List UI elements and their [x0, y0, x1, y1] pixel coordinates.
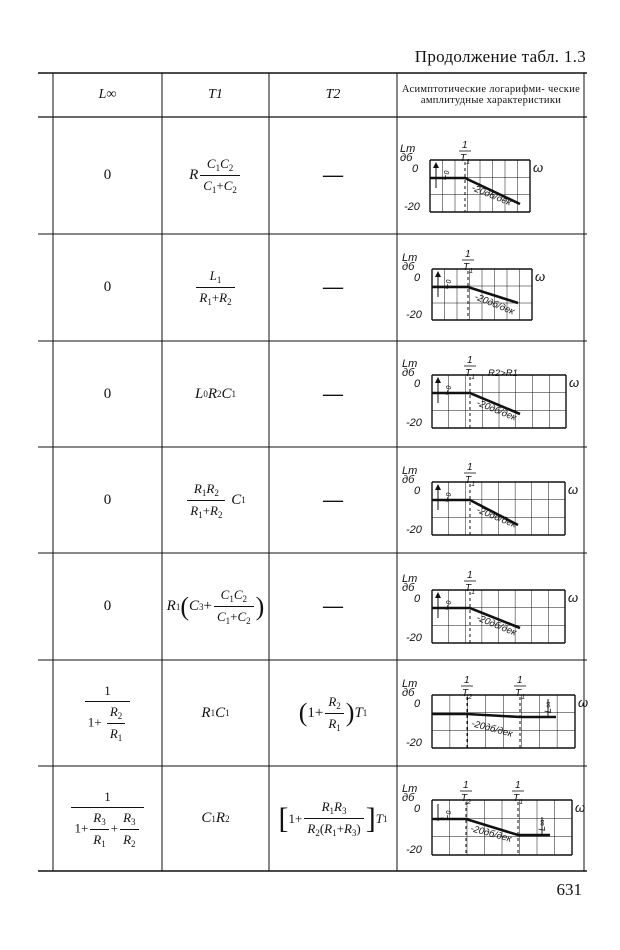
- plot7-omega-label: ω: [575, 800, 586, 815]
- plot2-t1-label: $T_1$: [463, 262, 474, 275]
- plot4-omega-label: ω: [568, 482, 579, 497]
- plot1-one-label: 1: [462, 140, 468, 151]
- plot7-one-label: 1: [515, 780, 521, 791]
- row3-t2: —: [323, 382, 343, 405]
- row2-t2: —: [323, 276, 343, 298]
- plot5-l0-arrow-head: [435, 592, 441, 598]
- plot7-minus20-label: -20: [406, 844, 422, 856]
- row1-t1: R $\frac{C_1C_2}{C_1+C_2}$: [162, 117, 269, 234]
- plot3-l0-label: $L_0$: [440, 385, 453, 395]
- plot2-l0-arrow-head: [435, 271, 441, 277]
- plot2-lm-label: Lm: [402, 252, 418, 264]
- plot2-minus20-label: -20: [406, 309, 422, 321]
- plot3-one-label: 1: [467, 355, 473, 366]
- plot6-t2-label: $T_2$: [462, 688, 473, 701]
- plot5-l0-label: $L_0$: [440, 600, 453, 610]
- plot7-linf-label: L∞: [537, 819, 547, 831]
- plot4-l0-label: $L_0$: [440, 492, 453, 502]
- plot5-db-label: дб: [402, 582, 415, 594]
- plot2-slope-label: -20дб/дек: [472, 291, 516, 318]
- plot2-zero-label: 0: [414, 272, 421, 284]
- plot6-lm-label: Lm: [402, 678, 418, 690]
- plot5-slope-label: -20дб/дек: [474, 612, 518, 639]
- plot1-l0-label: $L_0$: [438, 170, 451, 180]
- plot1-slope-label: -20дб/дек: [469, 182, 513, 209]
- plot6-one2-label: 1: [464, 675, 470, 686]
- plot4-slope-label: -20дб/дек: [474, 504, 518, 531]
- header-characteristics: Асимптотические логарифми- ческие амплитудные характеристики: [401, 84, 581, 106]
- plot4-db-label: дб: [402, 474, 415, 486]
- row5-t2: —: [323, 595, 343, 617]
- plot1-zero-label: 0: [412, 163, 419, 175]
- row7-l-inf: 1 1+ $\frac{R_3}{R_1}$ + $\frac{R_3}{R_2}$: [53, 766, 162, 871]
- row1-t2: —: [323, 164, 343, 186]
- plot1-minus20-label: -20: [404, 201, 420, 213]
- plot5-minus20-label: -20: [406, 632, 422, 644]
- plot7-db-label: дб: [402, 792, 415, 804]
- plot7-one2-label: 1: [463, 780, 469, 791]
- page-number: 631: [556, 880, 582, 899]
- plot4-minus20-label: -20: [406, 524, 422, 536]
- plot3-cond-label: R2>R1: [488, 368, 518, 379]
- plot7-t1-label: $T_1$: [513, 793, 524, 806]
- plot3-minus20-label: -20: [406, 417, 422, 429]
- plot5-t1-label: $T_1$: [465, 583, 476, 596]
- header-t2: T2: [325, 87, 341, 102]
- plot5-omega-label: ω: [568, 590, 579, 605]
- plot6-t1-label: $T_1$: [515, 688, 526, 701]
- plot2-db-label: дб: [402, 261, 415, 273]
- plot1-omega-label: ω: [533, 160, 544, 175]
- row2-l-inf: 0: [103, 279, 112, 295]
- plot4-one-label: 1: [467, 462, 473, 473]
- plot1-lm-label: Lm: [400, 143, 416, 155]
- row5-l-inf: 0: [103, 598, 112, 614]
- plot2-omega-label: ω: [535, 269, 546, 284]
- plot3-lm-label: Lm: [402, 358, 418, 370]
- plot1-t1-label: $T_1$: [460, 153, 471, 166]
- plot6-minus20-label: -20: [406, 737, 422, 749]
- plot2-l0-label: $L_0$: [440, 279, 453, 289]
- plot4-l0-arrow-head: [435, 484, 441, 490]
- row4-t2: —: [323, 488, 343, 511]
- plot4-zero-label: 0: [414, 485, 421, 497]
- table-caption: Продолжение табл. 1.3: [414, 47, 586, 66]
- row3-l-inf: 0: [103, 385, 112, 402]
- plot6-zero-label: 0: [414, 698, 421, 710]
- plot7-t2-label: $T_2$: [461, 793, 472, 806]
- plot6-lax-curve: [432, 714, 556, 717]
- plot1-l0-arrow-head: [433, 162, 439, 168]
- plot6-omega-label: ω: [578, 695, 589, 710]
- row7-t1: C 1 R 2: [201, 810, 230, 826]
- row6-l-inf: 1 1+ $\frac{R_2}{R_1}$: [53, 660, 162, 766]
- row6-t2: ( 1+ $\frac{R_2}{R_1}$ ) T 1: [298, 693, 368, 733]
- plot6-linf-label: L∞: [543, 701, 553, 713]
- plot6-slope-label: -20дб/дек: [470, 718, 514, 740]
- plot3-t1-label: $T_1$: [465, 368, 476, 381]
- plot4-lm-label: Lm: [402, 465, 418, 477]
- row4-t1: $\frac{R_1R_2}{R_1+R_2}$ C 1: [162, 447, 269, 553]
- row7-t2: [ 1+ $\frac{R_1R_3}{R_2(R_1+R_3)}$ ] T 1: [278, 799, 388, 838]
- row2-t1: $\frac{L_1}{R_1+R_2}$: [162, 234, 269, 341]
- plot7-slope-label: -20дб/дек: [469, 823, 513, 845]
- plot3-l0-arrow-head: [435, 377, 441, 383]
- plot7-zero-label: 0: [414, 803, 421, 815]
- header-t1: T1: [208, 87, 223, 102]
- plot5-lm-label: Lm: [402, 573, 418, 585]
- plot5-zero-label: 0: [414, 593, 421, 605]
- row5-t1: R 1 ( C 3 + $\frac{C_1C_2}{C_1+C_2}$ ): [166, 587, 265, 626]
- plot3-db-label: дб: [402, 367, 415, 379]
- plot1-db-label: дб: [400, 152, 413, 164]
- plot6-db-label: дб: [402, 687, 415, 699]
- header-l-inf: L∞: [98, 87, 117, 102]
- plot4-t1-label: $T_1$: [465, 475, 476, 488]
- row1-l-inf: 0: [103, 167, 112, 183]
- plot2-one-label: 1: [465, 249, 471, 260]
- plot3-omega-label: ω: [569, 375, 580, 390]
- plot7-lm-label: Lm: [402, 783, 418, 795]
- row4-l-inf: 0: [103, 491, 112, 508]
- row3-t1: L 0 R 2 C 1: [194, 385, 237, 402]
- plot3-zero-label: 0: [414, 378, 421, 390]
- row6-t1: R 1 C 1: [201, 704, 230, 721]
- plot5-one-label: 1: [467, 570, 473, 581]
- plot6-one-label: 1: [517, 675, 523, 686]
- plot7-l0-label: $L_0$: [440, 810, 453, 820]
- plot3-slope-label: -20дб/дек: [474, 397, 518, 424]
